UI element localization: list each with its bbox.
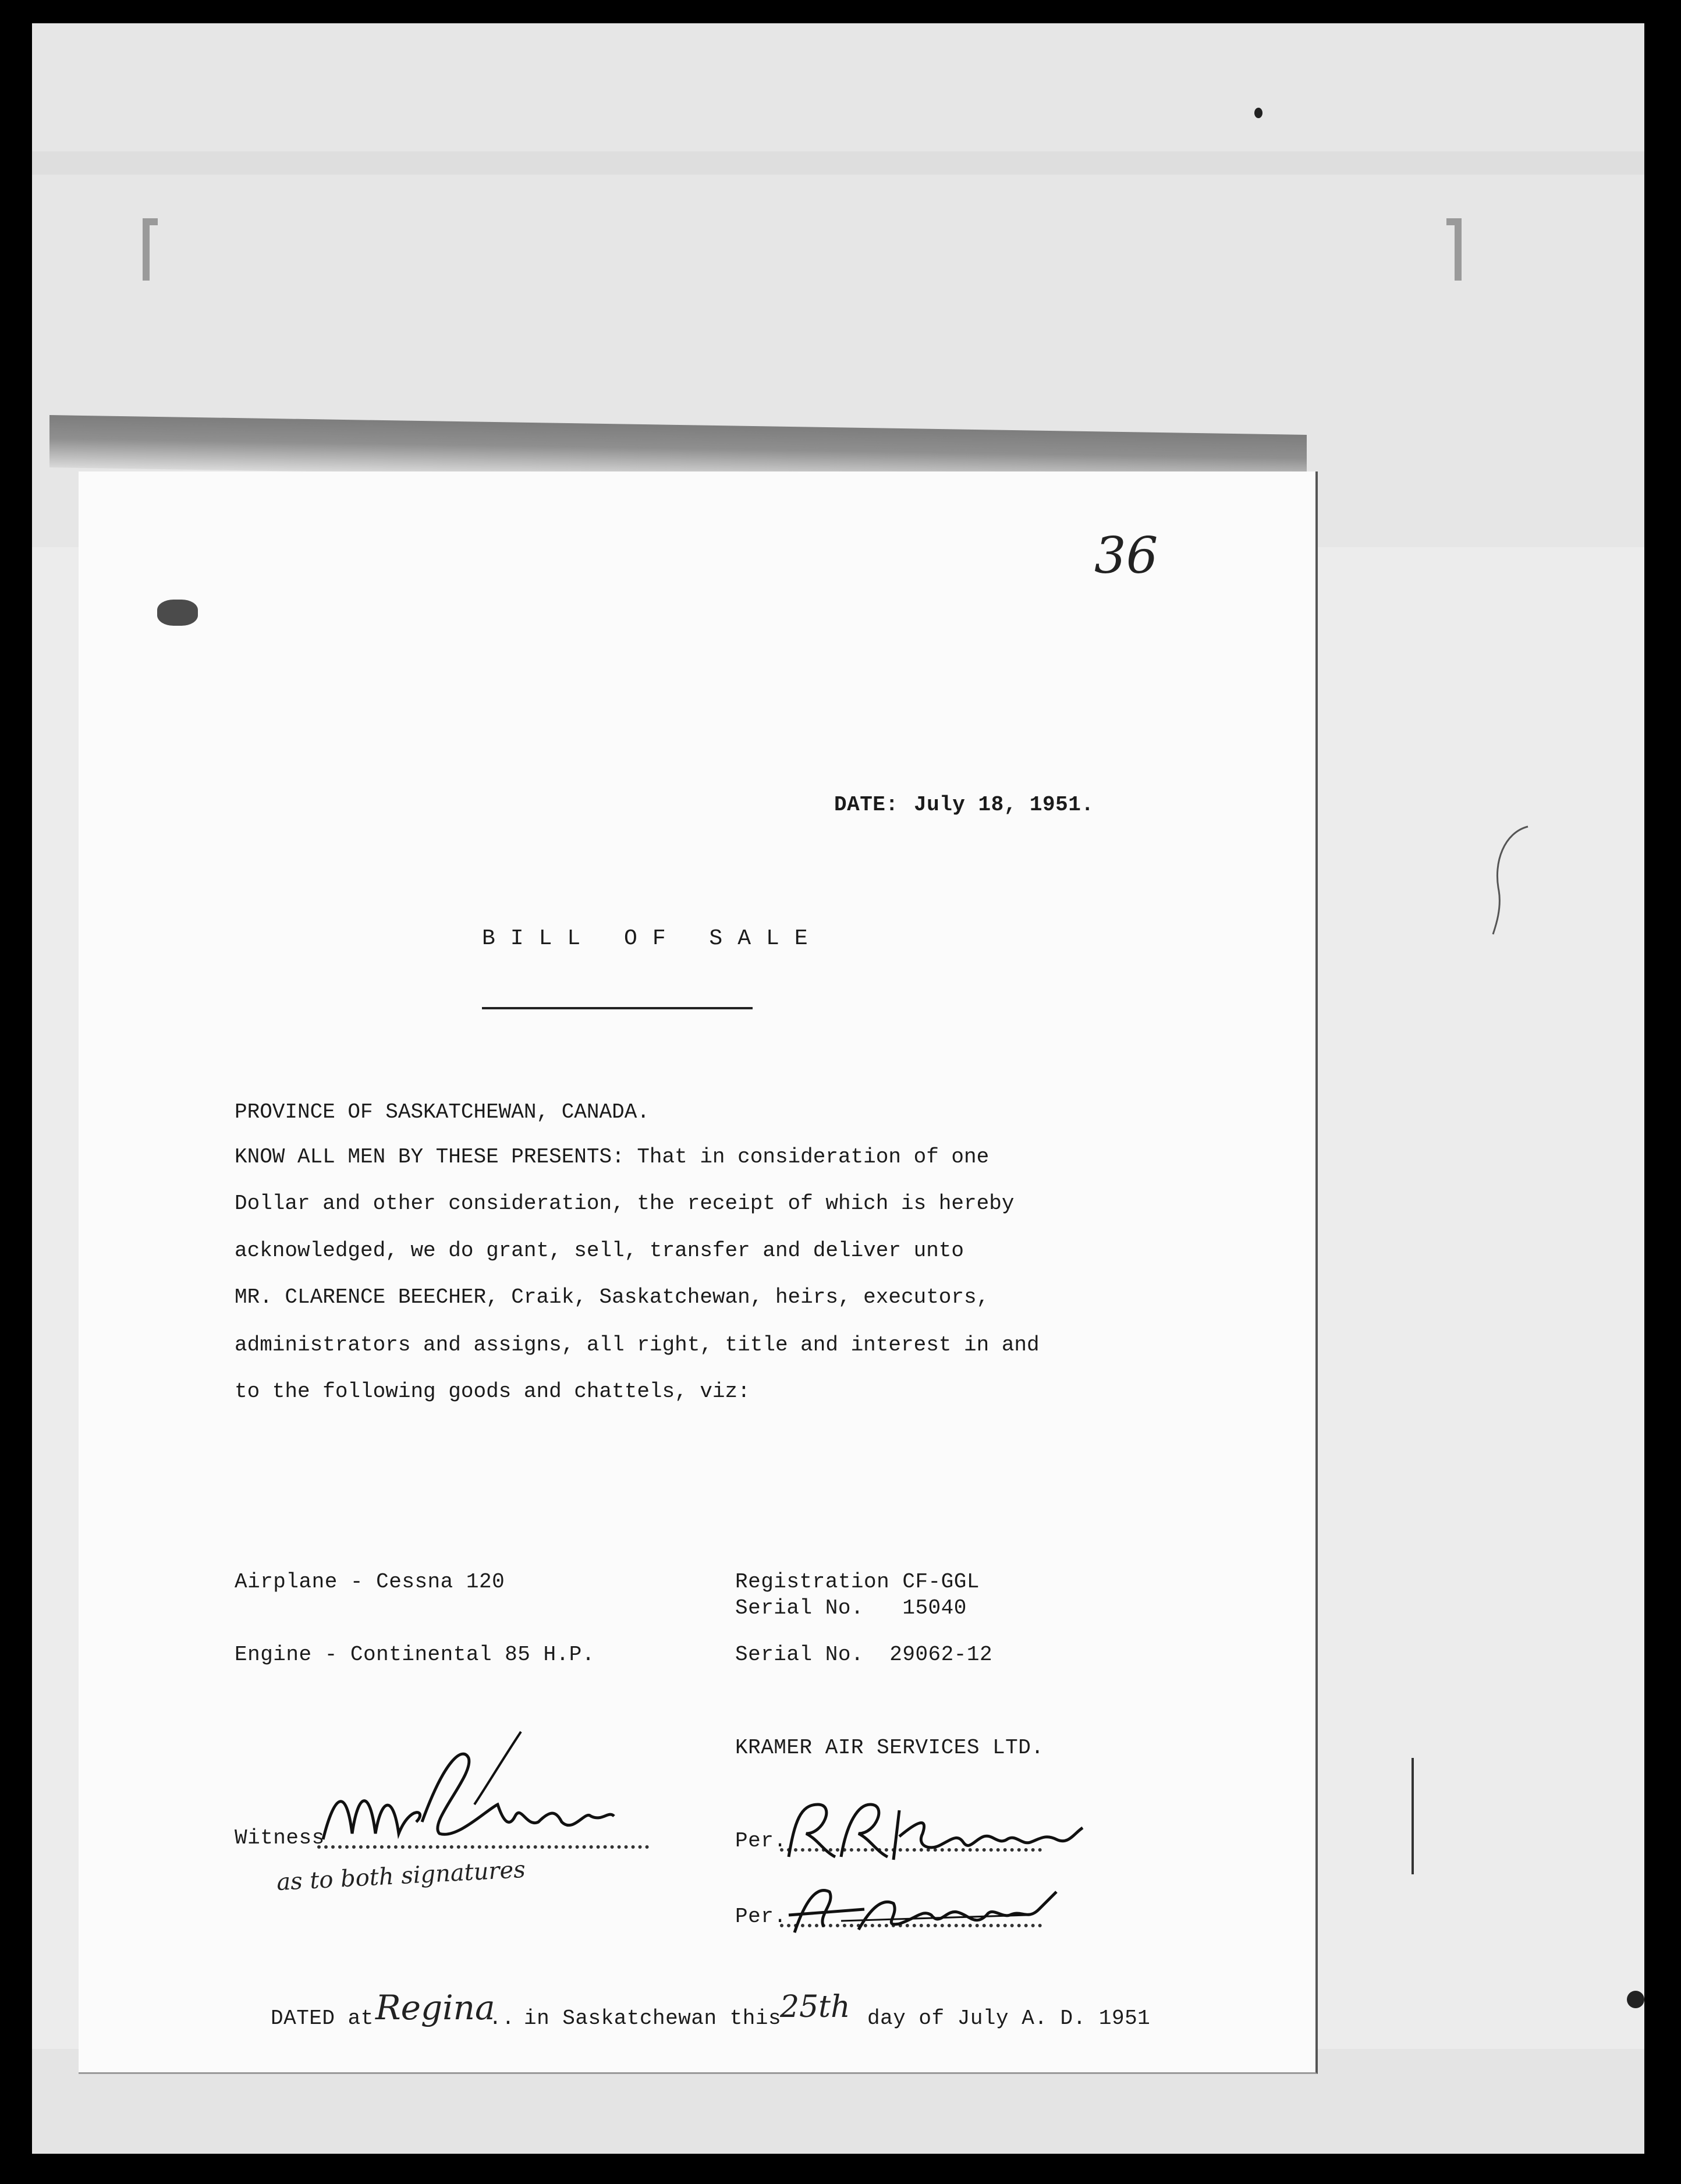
body-line-5: MR. CLARENCE BEECHER, Craik, Saskatchewan, heirs, executors, <box>235 1285 990 1309</box>
per-label-1: Per. <box>735 1829 787 1853</box>
date-label: DATE: <box>834 793 899 817</box>
corner-crop-mark-right <box>1446 218 1462 281</box>
date-value: July 18, 1951. <box>914 793 1094 817</box>
title-underline <box>482 1007 753 1009</box>
scan-speck-corner <box>1627 1991 1644 2008</box>
background-sheet-fold <box>32 151 1644 175</box>
item-airplane-description: Airplane - Cessna 120 <box>235 1570 505 1594</box>
scan-curve-mark <box>1487 821 1534 937</box>
body-line-1: PROVINCE OF SASKATCHEWAN, CANADA. <box>235 1100 650 1124</box>
scanned-page <box>32 23 1644 2154</box>
item-engine-description: Engine - Continental 85 H.P. <box>235 1643 595 1667</box>
per-signature-2 <box>783 1874 1062 1947</box>
witness-label: Witness <box>235 1826 325 1850</box>
body-line-3: Dollar and other consideration, the receipt of which is hereby <box>235 1192 1015 1215</box>
witness-note: as to both signatures <box>276 1856 526 1896</box>
body-line-4: acknowledged, we do grant, sell, transfer and deliver unto <box>235 1239 964 1263</box>
dated-place: Regina <box>375 1988 495 2027</box>
body-line-7: to the following goods and chattels, viz: <box>235 1380 750 1403</box>
scan-blot <box>157 600 198 626</box>
item-airplane-serial: Serial No. 15040 <box>735 1596 967 1620</box>
corner-crop-mark-left <box>143 218 158 281</box>
body-line-6: administrators and assigns, all right, title and interest in and <box>235 1333 1040 1357</box>
per-label-2: Per. <box>735 1905 787 1928</box>
document-title: BILL OF SALE <box>482 926 823 951</box>
handwritten-page-number: 36 <box>1094 527 1158 585</box>
body-line-2: KNOW ALL MEN BY THESE PRESENTS: That in consideration of one <box>235 1145 990 1169</box>
dated-day: 25th <box>780 1990 850 2025</box>
company-name: KRAMER AIR SERVICES LTD. <box>735 1736 1044 1760</box>
dated-prefix: DATED at <box>271 2006 374 2030</box>
item-airplane-registration: Registration CF-GGL <box>735 1570 980 1594</box>
per-signature-1 <box>783 1787 1086 1871</box>
dated-suffix: day of July A. D. 1951 <box>867 2006 1151 2030</box>
dated-middle: in Saskatchewan this <box>524 2006 782 2030</box>
item-engine-serial: Serial No. 29062-12 <box>735 1643 993 1667</box>
scan-mark-line <box>1412 1758 1414 1874</box>
scan-speck <box>1254 108 1262 118</box>
bill-of-sale-document <box>79 471 1318 2074</box>
dated-place-dots: .. <box>489 2006 515 2030</box>
witness-signature <box>311 1723 661 1860</box>
